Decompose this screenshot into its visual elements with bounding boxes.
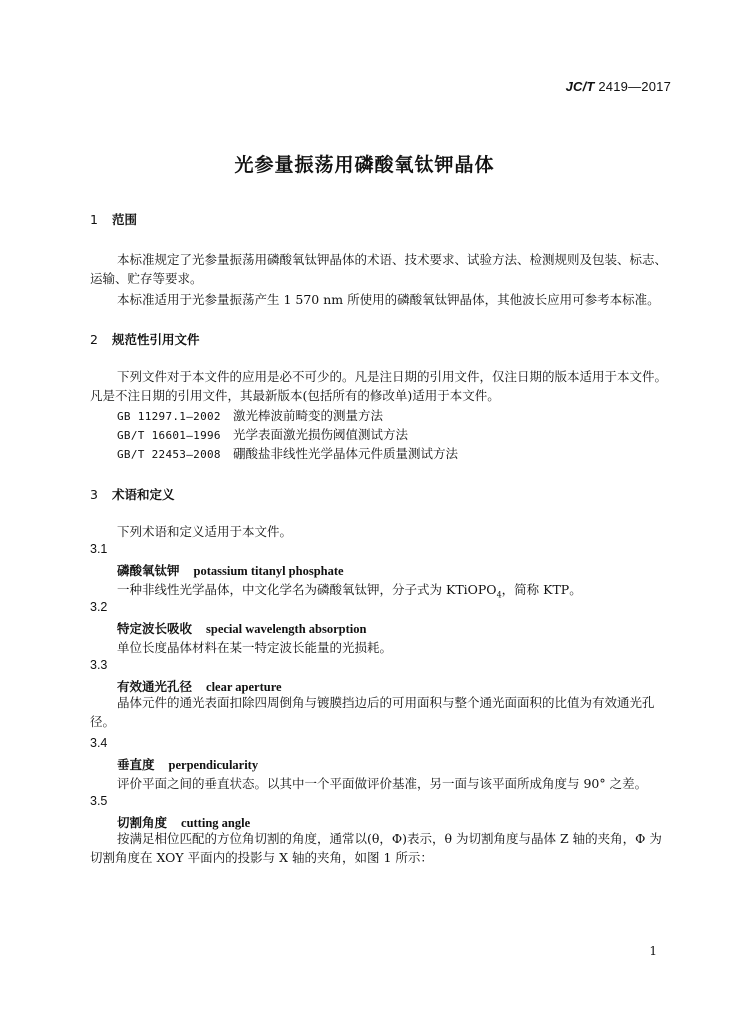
page-number: 1 [649,944,657,958]
term-definition [117,580,582,600]
term-english: special wavelength absorption [206,622,367,636]
section-number: 2 [90,332,98,347]
term-english: clear aperture [206,680,282,694]
term-definition-tail: ，简称 KTP。 [501,582,582,597]
term-chinese: 磷酸氧钛钾 [117,563,180,578]
term-chinese: 垂直度 [117,757,155,772]
term-definition: 单位长度晶体材料在某一特定波长能量的光损耗。 [117,640,393,655]
term-chinese: 切割角度 [117,815,168,830]
reference-item [117,444,458,462]
standard-code-number: 2419—2017 [598,79,671,94]
term-definition: 晶体元件的通光表面扣除四周倒角与镀膜挡边后的可用面积与整个通光面面积的比值为有效通光孔径。 [90,695,655,729]
document-title: 光参量振荡用磷酸氧钛钾晶体 [234,154,495,176]
reference-code: GB/T 16601—1996 [117,429,221,442]
term-chinese: 特定波长吸收 [117,621,193,636]
section-heading-1 [90,210,137,228]
section-number: 3 [90,487,98,502]
term-definition: 按满足相位匹配的方位角切割的角度，通常以(θ，Φ)表示，θ 为切割角度与晶体 Z 轴的夹角，Φ 为切割角度在 XOY 平面内的投影与 X 轴的夹角，如图 1 所示： [90,831,662,865]
section-title: 术语和定义 [112,487,175,502]
scope-paragraph-2: 本标准适用于光参量振荡产生 1 570 nm 所使用的磷酸氧钛钾晶体，其他波长应用可参考本标准。 [117,292,660,307]
term-number: 3.1 [90,542,108,556]
reference-item [117,425,408,443]
section-title: 规范性引用文件 [112,332,200,347]
term-english: perpendicularity [168,758,259,772]
section-heading-2 [90,330,200,348]
reference-code: GB/T 22453—2008 [117,448,221,461]
term-heading [117,619,366,637]
term-heading [117,755,258,773]
section-heading-3 [90,485,175,503]
reference-name: 光学表面激光损伤阈值测试方法 [233,427,409,442]
section-title: 范围 [112,212,138,227]
term-heading [117,561,344,579]
standard-code-prefix: JC/T [565,79,595,94]
term-definition-text: 一种非线性光学晶体，中文化学名为磷酸氧钛钾，分子式为 KTiOPO [117,582,497,597]
scope-paragraph-1: 本标准规定了光参量振荡用磷酸氧钛钾晶体的术语、技术要求、试验方法、检测规则及包装、标志、运输、贮存等要求。 [90,252,668,286]
reference-code: GB 11297.1—2002 [117,410,221,423]
term-number: 3.3 [90,658,108,672]
reference-item [117,406,383,424]
term-definition: 评价平面之间的垂直状态。以其中一个平面做评价基准，另一面与该平面所成角度与 90° 之差。 [117,776,648,791]
section-number: 1 [90,212,98,227]
reference-name: 激光棒波前畸变的测量方法 [233,408,384,423]
formula-subscript: 4 [496,590,502,600]
term-english: potassium titanyl phosphate [193,564,344,578]
term-english: cutting angle [181,816,251,830]
references-intro: 下列文件对于本文件的应用是必不可少的。凡是注日期的引用文件，仅注日期的版本适用于本文件。凡是不注日期的引用文件，其最新版本(包括所有的修改单)适用于本文件。 [90,369,668,403]
term-number: 3.2 [90,600,108,614]
reference-name: 硼酸盐非线性光学晶体元件质量测试方法 [233,446,459,461]
standard-code [566,79,671,94]
term-number: 3.4 [90,736,108,750]
terms-intro: 下列术语和定义适用于本文件。 [117,524,293,539]
term-number: 3.5 [90,794,108,808]
term-chinese: 有效通光孔径 [117,679,193,694]
